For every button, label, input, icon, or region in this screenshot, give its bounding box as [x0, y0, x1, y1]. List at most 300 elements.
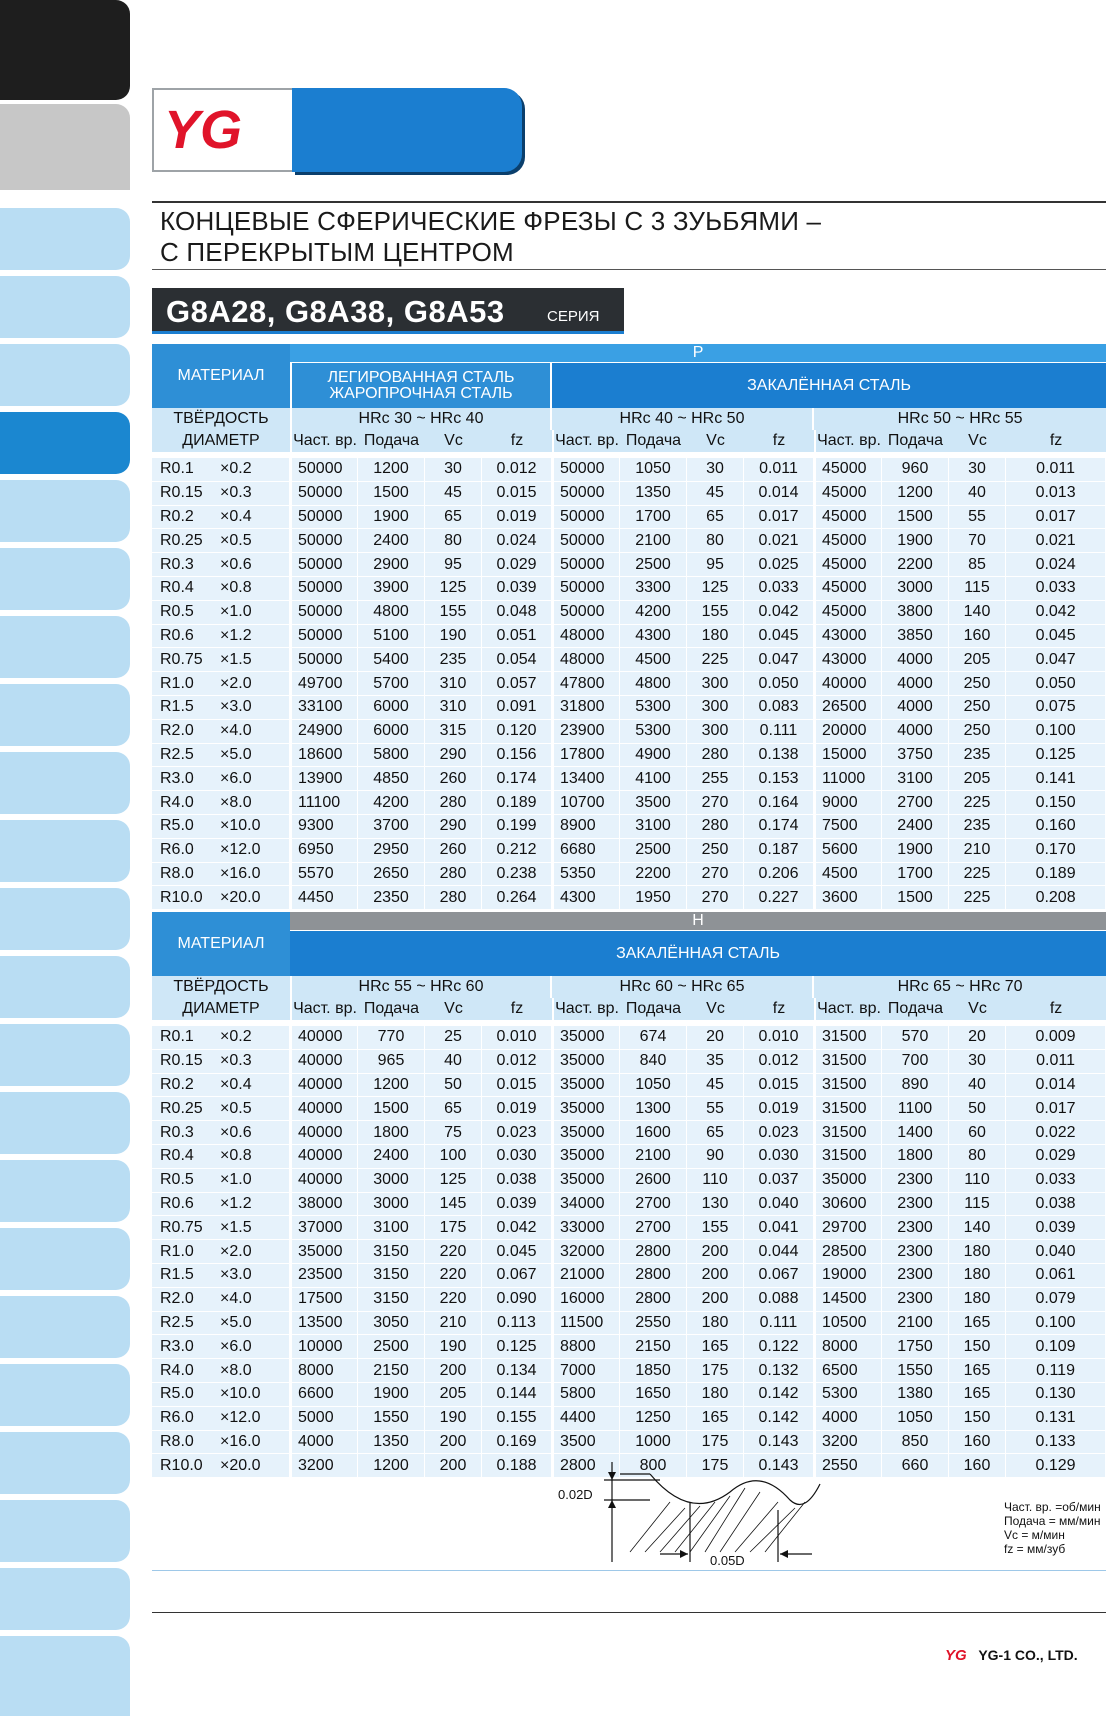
value-cell: 2800: [552, 1454, 620, 1478]
value-cell: 13900: [290, 767, 358, 791]
series-word: СЕРИЯ: [547, 308, 600, 325]
diameter-cell: [152, 1264, 290, 1288]
table-row: [152, 1026, 1106, 1050]
table-row: [152, 1145, 1106, 1169]
radius-value: R2.0: [160, 722, 194, 740]
legend-feed: Подача = мм/мин: [1004, 1514, 1101, 1528]
value-cell: 0.143: [744, 1454, 814, 1478]
side-tabs: [0, 0, 130, 1716]
value-cell: 0.042: [744, 601, 814, 625]
radius-value: R0.15: [160, 484, 203, 502]
value-cell: 200: [687, 1240, 744, 1264]
length-value: ×8.0: [220, 1361, 252, 1379]
side-tab-gray[interactable]: [0, 104, 130, 190]
value-cell: 1050: [620, 1074, 687, 1098]
column-header: fz: [1006, 430, 1106, 452]
value-cell: 45: [425, 482, 482, 506]
yg-logo-text: YG: [164, 100, 243, 160]
value-cell: 2300: [882, 1288, 949, 1312]
value-cell: 280: [425, 863, 482, 887]
value-cell: 8800: [552, 1335, 620, 1359]
value-cell: 1250: [620, 1407, 687, 1431]
diameter-cell: [152, 1431, 290, 1455]
diameter-cell: [152, 1074, 290, 1098]
value-cell: 6000: [358, 720, 425, 744]
value-cell: 10000: [290, 1335, 358, 1359]
radius-value: R0.2: [160, 1075, 194, 1093]
value-cell: 2550: [814, 1454, 882, 1478]
table-row: [152, 529, 1106, 553]
value-cell: 4800: [358, 601, 425, 625]
column-header: Подача: [882, 998, 949, 1020]
value-cell: 280: [425, 791, 482, 815]
diameter-cell: [152, 767, 290, 791]
column-header: Подача: [358, 430, 425, 452]
value-cell: 5100: [358, 625, 425, 649]
value-cell: 40000: [290, 1097, 358, 1121]
table-row: [152, 1264, 1106, 1288]
radius-value: R1.0: [160, 674, 194, 692]
value-cell: 32000: [552, 1240, 620, 1264]
value-cell: 205: [949, 767, 1006, 791]
footer-rule: [152, 1612, 1106, 1613]
value-cell: 48000: [552, 625, 620, 649]
value-cell: 65: [687, 506, 744, 530]
side-tab-6[interactable]: [0, 548, 130, 610]
diameter-cell: [152, 625, 290, 649]
value-cell: 3000: [882, 577, 949, 601]
length-value: ×0.3: [220, 484, 252, 502]
value-cell: 0.011: [1006, 1050, 1106, 1074]
value-cell: 190: [425, 1335, 482, 1359]
value-cell: 0.047: [744, 648, 814, 672]
value-cell: 70: [949, 529, 1006, 553]
value-cell: 20: [949, 1026, 1006, 1050]
length-value: ×0.5: [220, 531, 252, 549]
value-cell: 35000: [290, 1240, 358, 1264]
value-cell: 225: [949, 886, 1006, 910]
radius-value: R2.5: [160, 1313, 194, 1331]
side-tab-3[interactable]: [0, 344, 130, 406]
value-cell: 35000: [814, 1169, 882, 1193]
value-cell: 31500: [814, 1097, 882, 1121]
value-cell: 4000: [882, 720, 949, 744]
radius-value: R1.5: [160, 1266, 194, 1284]
value-cell: 0.189: [1006, 863, 1106, 887]
value-cell: 30: [425, 458, 482, 482]
value-cell: 3750: [882, 744, 949, 768]
side-tab-12[interactable]: [0, 956, 130, 1018]
length-value: ×2.0: [220, 1242, 252, 1260]
column-header: Vc: [425, 998, 482, 1020]
diameter-cell: [152, 1050, 290, 1074]
value-cell: 270: [687, 863, 744, 887]
table-row: [152, 1169, 1106, 1193]
value-cell: 0.169: [482, 1431, 552, 1455]
value-cell: 80: [425, 529, 482, 553]
value-cell: 200: [425, 1454, 482, 1478]
value-cell: 30: [949, 1050, 1006, 1074]
value-cell: 4000: [882, 672, 949, 696]
diameter-cell: [152, 1169, 290, 1193]
table-row: [152, 1288, 1106, 1312]
value-cell: 0.188: [482, 1454, 552, 1478]
value-cell: 0.138: [744, 744, 814, 768]
radius-value: R0.2: [160, 507, 194, 525]
radius-value: R0.1: [160, 460, 194, 478]
value-cell: 4000: [290, 1431, 358, 1455]
value-cell: 0.174: [744, 815, 814, 839]
value-cell: 160: [949, 1431, 1006, 1455]
value-cell: 0.142: [744, 1407, 814, 1431]
side-tab-10[interactable]: [0, 820, 130, 882]
diameter-cell: [152, 506, 290, 530]
value-cell: 4000: [814, 1407, 882, 1431]
value-cell: 1850: [620, 1359, 687, 1383]
length-value: ×6.0: [220, 769, 252, 787]
radius-value: R0.25: [160, 1099, 203, 1117]
diameter-cell: [152, 482, 290, 506]
series-banner: [152, 288, 624, 334]
value-cell: 0.014: [744, 482, 814, 506]
radius-value: R3.0: [160, 1337, 194, 1355]
value-cell: 140: [949, 601, 1006, 625]
side-tab-7[interactable]: [0, 616, 130, 678]
value-cell: 125: [425, 577, 482, 601]
footer-company-name: YG-1 CO., LTD.: [978, 1647, 1078, 1663]
column-header: Подача: [882, 430, 949, 452]
value-cell: 4450: [290, 886, 358, 910]
value-cell: 0.037: [744, 1169, 814, 1193]
side-tab-14[interactable]: [0, 1092, 130, 1154]
value-cell: 0.133: [1006, 1431, 1106, 1455]
value-cell: 35000: [552, 1050, 620, 1074]
diameter-cell: [152, 1121, 290, 1145]
value-cell: 3500: [552, 1431, 620, 1455]
value-cell: 0.144: [482, 1383, 552, 1407]
hardness-range-3: HRc 50 ~ HRc 55: [814, 408, 1106, 430]
series-codes: G8A28, G8A38, G8A53: [166, 294, 505, 329]
value-cell: 1300: [620, 1097, 687, 1121]
value-cell: 1000: [620, 1431, 687, 1455]
side-tab-22[interactable]: [0, 1636, 130, 1716]
value-cell: 35000: [552, 1121, 620, 1145]
value-cell: 5300: [620, 720, 687, 744]
side-tab-17[interactable]: [0, 1296, 130, 1358]
value-cell: 180: [687, 625, 744, 649]
value-cell: 50: [425, 1074, 482, 1098]
material-hardened-steel-2: ЗАКАЛЁННАЯ СТАЛЬ: [290, 930, 1106, 976]
table-row: [152, 1074, 1106, 1098]
value-cell: 31500: [814, 1026, 882, 1050]
value-cell: 0.042: [482, 1216, 552, 1240]
value-cell: 45000: [814, 601, 882, 625]
radius-value: R5.0: [160, 817, 194, 835]
side-tab-black[interactable]: [0, 0, 130, 100]
value-cell: 220: [425, 1240, 482, 1264]
side-tab-active[interactable]: [0, 412, 130, 474]
table-row: [152, 553, 1106, 577]
side-tab-8[interactable]: [0, 684, 130, 746]
table-row: [152, 648, 1106, 672]
value-cell: 10700: [552, 791, 620, 815]
side-tab-16[interactable]: [0, 1228, 130, 1290]
value-cell: 2500: [620, 553, 687, 577]
table-row: [152, 791, 1106, 815]
value-cell: 2500: [620, 839, 687, 863]
side-tab-21[interactable]: [0, 1568, 130, 1630]
table-row: [152, 863, 1106, 887]
value-cell: 0.045: [1006, 625, 1106, 649]
value-cell: 2700: [882, 791, 949, 815]
value-cell: 0.132: [744, 1359, 814, 1383]
value-cell: 4500: [620, 648, 687, 672]
value-cell: 8000: [290, 1359, 358, 1383]
length-value: ×1.2: [220, 626, 252, 644]
side-tab-9[interactable]: [0, 752, 130, 814]
value-cell: 4300: [620, 625, 687, 649]
value-cell: 0.010: [744, 1026, 814, 1050]
value-cell: 1800: [358, 1121, 425, 1145]
value-cell: 5800: [358, 744, 425, 768]
value-cell: 33100: [290, 696, 358, 720]
value-cell: 290: [425, 815, 482, 839]
value-cell: 0.015: [482, 1074, 552, 1098]
value-cell: 0.039: [1006, 1216, 1106, 1240]
value-cell: 300: [687, 696, 744, 720]
material-alloy-steel: ЛЕГИРОВАННАЯ СТАЛЬ ЖАРОПРОЧНАЯ СТАЛЬ: [290, 362, 552, 408]
side-tab-1[interactable]: [0, 208, 130, 270]
diagram-rule: [152, 1570, 1106, 1571]
value-cell: 0.130: [1006, 1383, 1106, 1407]
ball-nose-profile-diagram: [550, 1462, 840, 1570]
radius-value: R4.0: [160, 793, 194, 811]
value-cell: 11100: [290, 791, 358, 815]
value-cell: 210: [425, 1312, 482, 1336]
label-depth: 0.02D: [558, 1487, 593, 1502]
value-cell: 0.238: [482, 863, 552, 887]
column-header: fz: [482, 430, 552, 452]
column-header: Част. вр.: [552, 430, 620, 452]
value-cell: 190: [425, 625, 482, 649]
value-cell: 0.067: [744, 1264, 814, 1288]
value-cell: 3300: [620, 577, 687, 601]
value-cell: 180: [949, 1240, 1006, 1264]
value-cell: 0.012: [744, 1050, 814, 1074]
value-cell: 280: [425, 886, 482, 910]
diameter-cell: [152, 553, 290, 577]
value-cell: 0.088: [744, 1288, 814, 1312]
value-cell: 2800: [620, 1240, 687, 1264]
value-cell: 2100: [882, 1312, 949, 1336]
value-cell: 220: [425, 1264, 482, 1288]
value-cell: 37000: [290, 1216, 358, 1240]
radius-value: R8.0: [160, 864, 194, 882]
value-cell: 30: [949, 458, 1006, 482]
value-cell: 1500: [882, 886, 949, 910]
value-cell: 1380: [882, 1383, 949, 1407]
table-row: [152, 815, 1106, 839]
value-cell: 235: [949, 815, 1006, 839]
value-cell: 15000: [814, 744, 882, 768]
value-cell: 280: [687, 744, 744, 768]
length-value: ×0.5: [220, 1099, 252, 1117]
value-cell: 45000: [814, 458, 882, 482]
value-cell: 3850: [882, 625, 949, 649]
value-cell: 0.111: [744, 720, 814, 744]
side-tab-19[interactable]: [0, 1432, 130, 1494]
diameter-cell: [152, 696, 290, 720]
value-cell: 4200: [358, 791, 425, 815]
value-cell: 0.040: [1006, 1240, 1106, 1264]
value-cell: 180: [687, 1383, 744, 1407]
value-cell: 45: [687, 1074, 744, 1098]
value-cell: 0.042: [1006, 601, 1106, 625]
value-cell: 2100: [620, 529, 687, 553]
value-cell: 0.100: [1006, 1312, 1106, 1336]
value-cell: 19000: [814, 1264, 882, 1288]
column-header: Подача: [620, 430, 687, 452]
value-cell: 11500: [552, 1312, 620, 1336]
value-cell: 0.079: [1006, 1288, 1106, 1312]
value-cell: 965: [358, 1050, 425, 1074]
value-cell: 43000: [814, 648, 882, 672]
value-cell: 1500: [882, 506, 949, 530]
column-header: Vc: [687, 430, 744, 452]
side-tab-15[interactable]: [0, 1160, 130, 1222]
diameter-cell: [152, 577, 290, 601]
side-tab-5[interactable]: [0, 480, 130, 542]
value-cell: 1700: [882, 863, 949, 887]
column-header: Част. вр.: [290, 430, 358, 452]
value-cell: 75: [425, 1121, 482, 1145]
value-cell: 0.100: [1006, 720, 1106, 744]
value-cell: 0.033: [1006, 577, 1106, 601]
value-cell: 200: [687, 1288, 744, 1312]
value-cell: 95: [687, 553, 744, 577]
side-tab-2[interactable]: [0, 276, 130, 338]
value-cell: 3150: [358, 1264, 425, 1288]
value-cell: 10500: [814, 1312, 882, 1336]
value-cell: 200: [687, 1264, 744, 1288]
side-tab-20[interactable]: [0, 1500, 130, 1562]
value-cell: 2650: [358, 863, 425, 887]
column-header: Част. вр.: [814, 998, 882, 1020]
value-cell: 35000: [552, 1145, 620, 1169]
side-tab-18[interactable]: [0, 1364, 130, 1426]
value-cell: 0.083: [744, 696, 814, 720]
value-cell: 660: [882, 1454, 949, 1478]
value-cell: 55: [687, 1097, 744, 1121]
value-cell: 0.125: [482, 1335, 552, 1359]
value-cell: 1050: [882, 1407, 949, 1431]
cutting-table-p: [152, 344, 1106, 910]
table-row: [152, 601, 1106, 625]
value-cell: 1500: [358, 1097, 425, 1121]
radius-value: R4.0: [160, 1361, 194, 1379]
value-cell: 0.039: [482, 1193, 552, 1217]
hardness-range-2: HRc 40 ~ HRc 50: [552, 408, 814, 430]
value-cell: 200: [425, 1359, 482, 1383]
value-cell: 20: [687, 1026, 744, 1050]
value-cell: 155: [687, 601, 744, 625]
header-material: МАТЕРИАЛ: [152, 344, 290, 408]
value-cell: 50000: [552, 482, 620, 506]
value-cell: 200: [425, 1431, 482, 1455]
value-cell: 31500: [814, 1074, 882, 1098]
diameter-cell: [152, 601, 290, 625]
logo-banner: [152, 88, 524, 176]
value-cell: 0.057: [482, 672, 552, 696]
value-cell: 160: [949, 625, 1006, 649]
diameter-cell: [152, 791, 290, 815]
value-cell: 18600: [290, 744, 358, 768]
value-cell: 5570: [290, 863, 358, 887]
footer-logo: YG: [945, 1647, 967, 1664]
value-cell: 0.160: [1006, 815, 1106, 839]
value-cell: 260: [425, 767, 482, 791]
value-cell: 2300: [882, 1169, 949, 1193]
value-cell: 2400: [358, 1145, 425, 1169]
length-value: ×12.0: [220, 841, 261, 859]
value-cell: 65: [425, 506, 482, 530]
diameter-cell: [152, 839, 290, 863]
value-cell: 3500: [620, 791, 687, 815]
column-header: Част. вр.: [290, 998, 358, 1020]
value-cell: 0.021: [1006, 529, 1106, 553]
value-cell: 0.155: [482, 1407, 552, 1431]
value-cell: 13500: [290, 1312, 358, 1336]
value-cell: 235: [425, 648, 482, 672]
column-header: fz: [482, 998, 552, 1020]
value-cell: 31800: [552, 696, 620, 720]
column-header: fz: [744, 430, 814, 452]
value-cell: 674: [620, 1026, 687, 1050]
value-cell: 960: [882, 458, 949, 482]
value-cell: 180: [949, 1288, 1006, 1312]
value-cell: 1800: [882, 1145, 949, 1169]
value-cell: 300: [687, 720, 744, 744]
radius-value: R0.25: [160, 531, 203, 549]
column-header: Част. вр.: [552, 998, 620, 1020]
value-cell: 80: [949, 1145, 1006, 1169]
table-row: [152, 1335, 1106, 1359]
value-cell: 315: [425, 720, 482, 744]
value-cell: 165: [687, 1407, 744, 1431]
value-cell: 48000: [552, 648, 620, 672]
value-cell: 3000: [358, 1193, 425, 1217]
side-tab-11[interactable]: [0, 888, 130, 950]
value-cell: 225: [687, 648, 744, 672]
value-cell: 255: [687, 767, 744, 791]
yg-logo: [152, 88, 292, 172]
value-cell: 0.119: [1006, 1359, 1106, 1383]
value-cell: 2300: [882, 1264, 949, 1288]
value-cell: 0.129: [1006, 1454, 1106, 1478]
value-cell: 0.206: [744, 863, 814, 887]
value-cell: 280: [687, 815, 744, 839]
value-cell: 0.019: [482, 1097, 552, 1121]
side-tab-13[interactable]: [0, 1024, 130, 1086]
value-cell: 0.054: [482, 648, 552, 672]
header-diameter: ДИАМЕТР: [152, 430, 290, 452]
length-value: ×20.0: [220, 888, 261, 906]
value-cell: 0.170: [1006, 839, 1106, 863]
value-cell: 3700: [358, 815, 425, 839]
value-cell: 5700: [358, 672, 425, 696]
value-cell: 2700: [620, 1216, 687, 1240]
value-cell: 35: [687, 1050, 744, 1074]
